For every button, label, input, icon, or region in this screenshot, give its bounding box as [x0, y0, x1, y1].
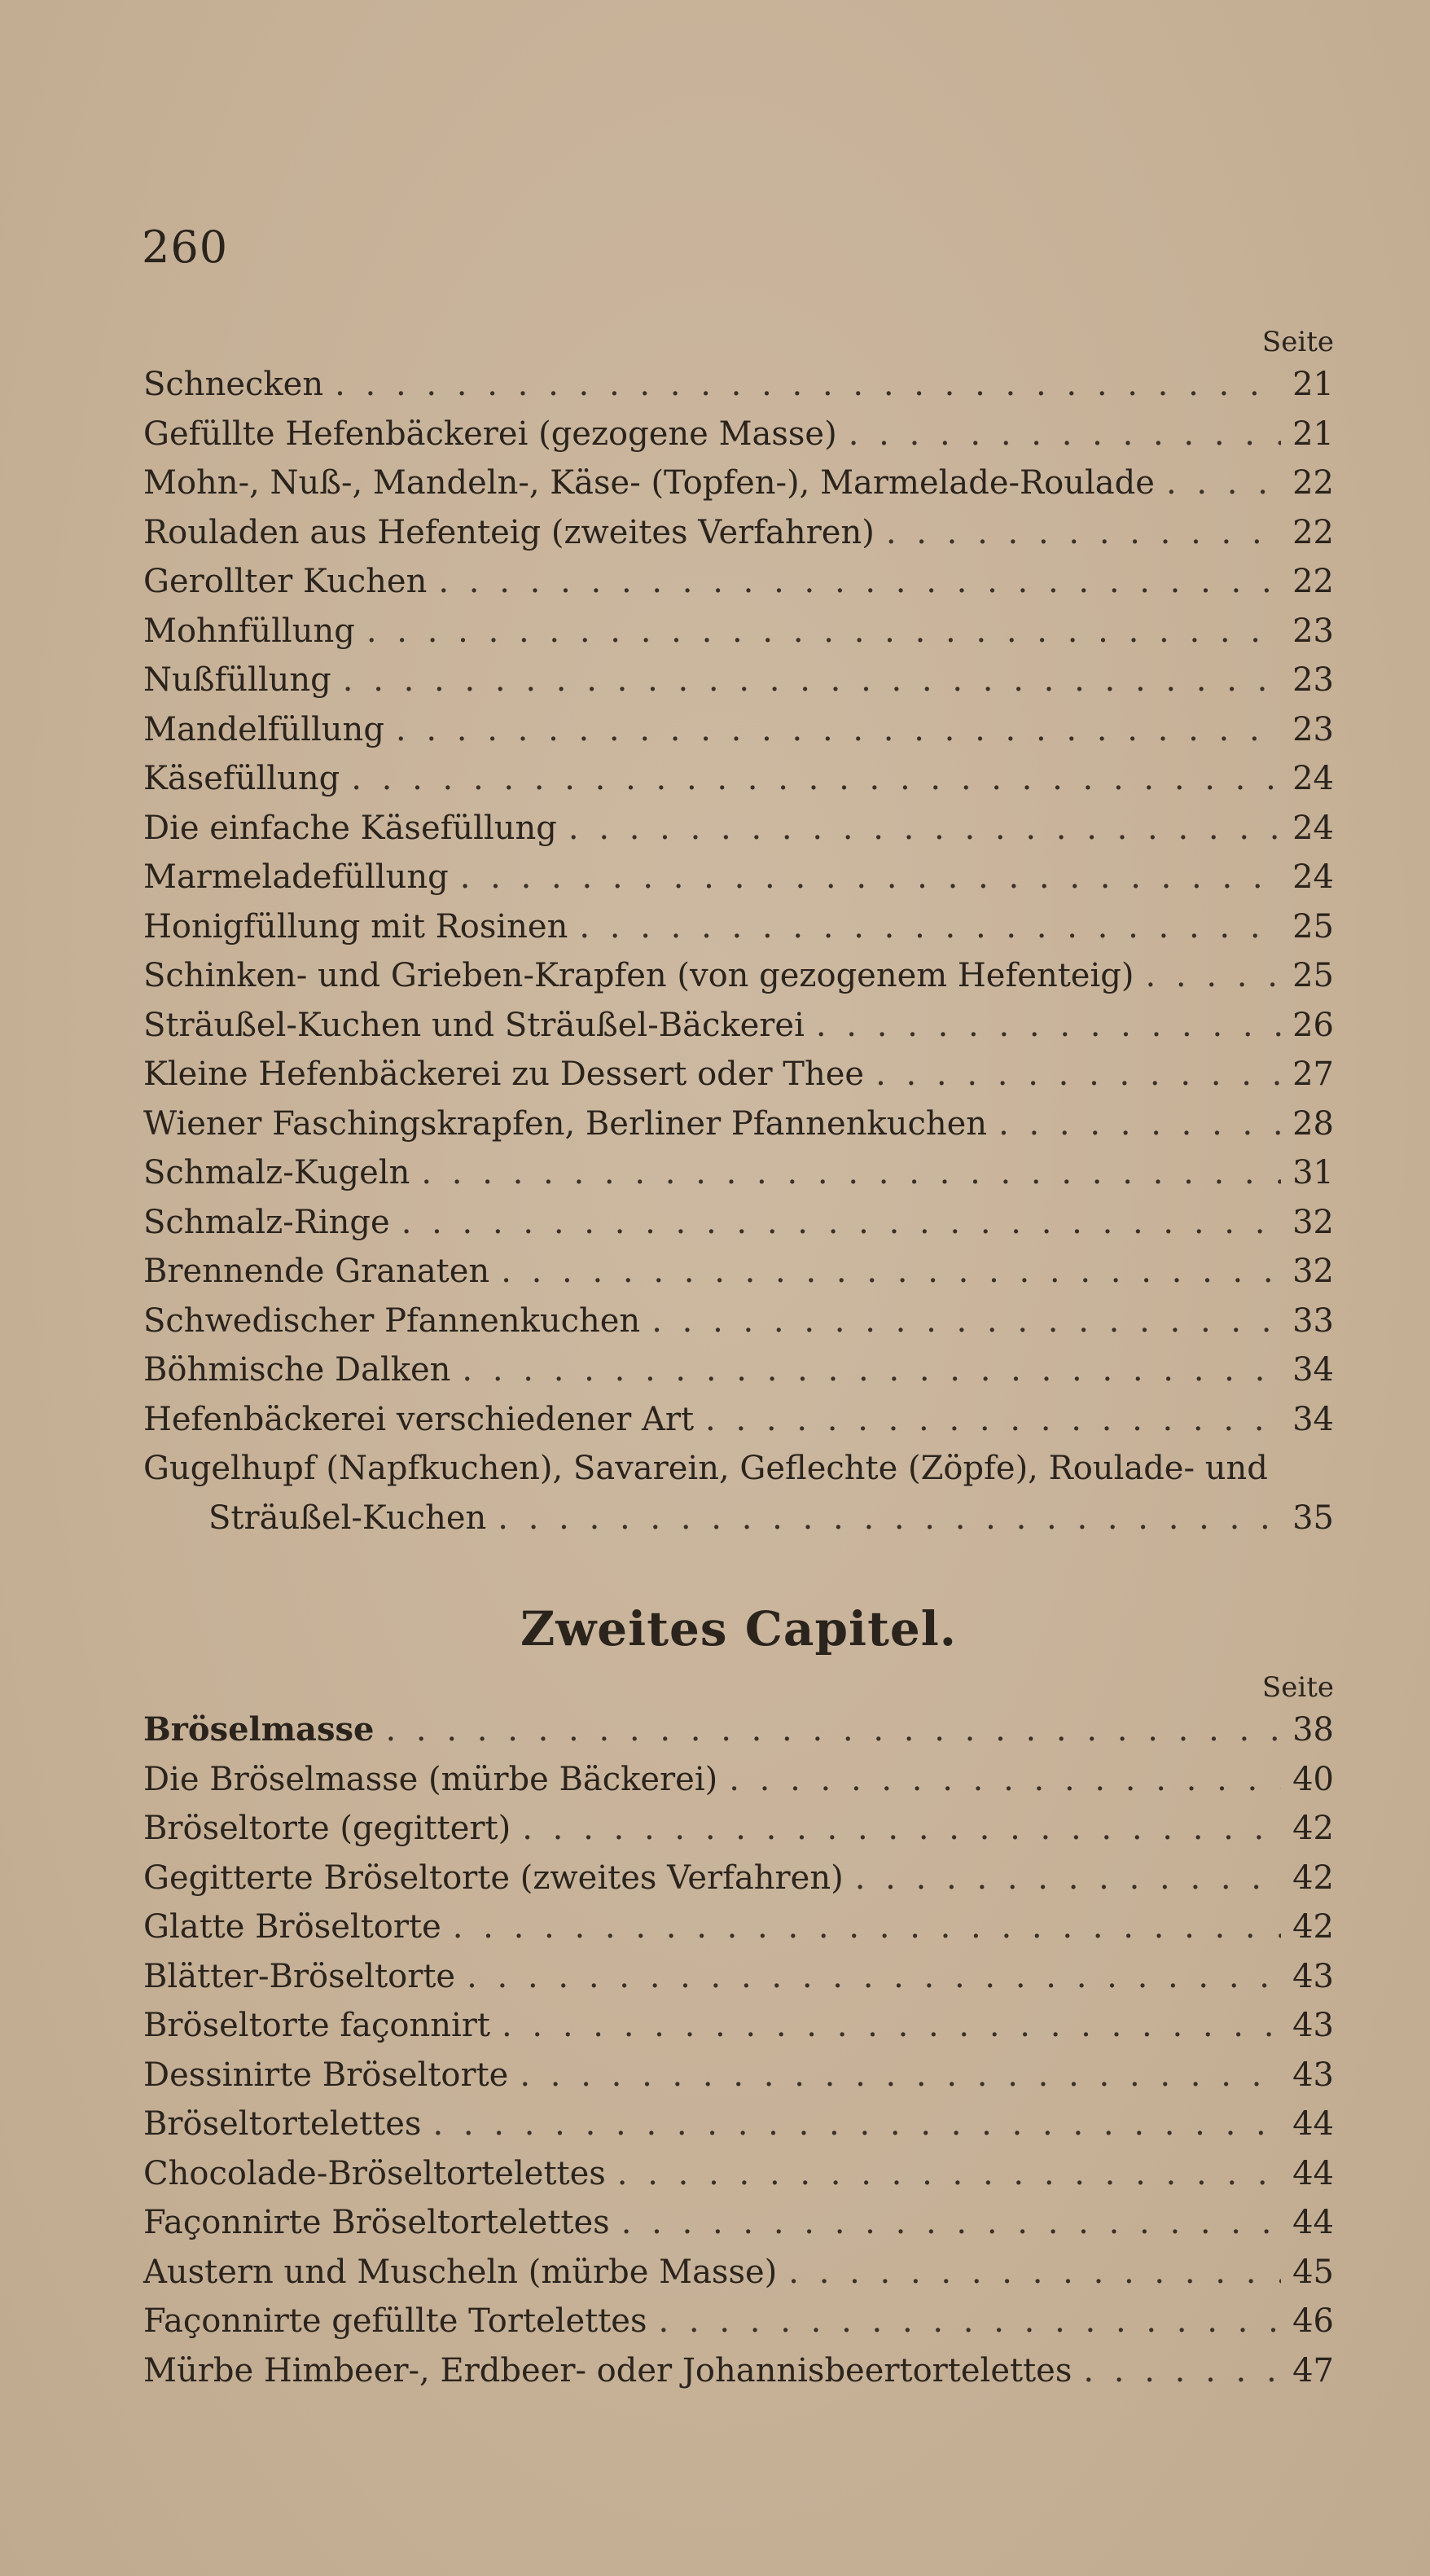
- toc-entry-page: 21: [1292, 415, 1334, 453]
- toc-entry-title: Schmalz-Ringe: [143, 1203, 390, 1241]
- toc-entry-title: Mürbe Himbeer-, Erdbeer- oder Johannisbeertortelettes: [143, 2351, 1072, 2389]
- toc-entry-multiline-continuation: [143, 1494, 1334, 1543]
- seite-column-header: Seite: [1261, 326, 1334, 358]
- toc-entry: [143, 459, 1334, 508]
- toc-entry-title: Schnecken: [143, 366, 324, 403]
- toc-entry-title: Brennende Granaten: [143, 1253, 490, 1290]
- toc-entry: [143, 1345, 1334, 1395]
- toc-entry-page: 24: [1292, 858, 1334, 896]
- leader-dots: [385, 1705, 1281, 1755]
- leader-dots: [651, 1297, 1281, 1346]
- toc-entry-page: 32: [1292, 1253, 1334, 1290]
- leader-dots: [366, 607, 1281, 656]
- toc-entry-page: 23: [1292, 612, 1334, 650]
- toc-entry-page: 24: [1292, 760, 1334, 797]
- leader-dots: [438, 557, 1281, 607]
- toc-entry-page: 23: [1292, 710, 1334, 748]
- leader-dots: [343, 656, 1281, 705]
- leader-dots: [1166, 459, 1281, 508]
- leader-dots: [816, 1001, 1281, 1051]
- leader-dots: [705, 1395, 1281, 1445]
- toc-entry-title: Chocolade-Bröseltortelettes: [143, 2154, 606, 2192]
- leader-dots: [729, 1755, 1281, 1805]
- toc-entry-page: 44: [1292, 2154, 1334, 2192]
- toc-entry: [143, 508, 1334, 558]
- toc-entry-title: Bröseltorte (gegittert): [143, 1810, 511, 1847]
- toc-entry: [143, 656, 1334, 705]
- toc-entry-title: Gugelhupf (Napfkuchen), Savarein, Geflechte (Zöpfe), Roulade- und: [143, 1450, 1268, 1487]
- toc-entry-page: 25: [1292, 957, 1334, 994]
- leader-dots: [568, 804, 1281, 854]
- toc-entry: [143, 2248, 1334, 2297]
- toc-entry-page: 42: [1292, 1858, 1334, 1897]
- toc-entry-title: Bröseltorte façonnirt: [143, 2007, 490, 2044]
- toc-entry-title: Schwedischer Pfannenkuchen: [143, 1301, 641, 1340]
- toc-entry: [143, 951, 1334, 1001]
- toc-entry: [143, 1297, 1334, 1346]
- leader-dots: [1083, 2346, 1281, 2396]
- toc-entry: [143, 804, 1334, 854]
- leader-dots: [396, 705, 1281, 755]
- toc-entry: [143, 1050, 1334, 1099]
- leader-dots: [998, 1099, 1281, 1149]
- toc-entry-title: Mohnfüllung: [143, 612, 355, 650]
- leader-dots: [467, 1952, 1281, 2002]
- leader-dots: [432, 2100, 1281, 2149]
- toc-entry: [143, 2100, 1334, 2149]
- leader-dots: [849, 410, 1281, 459]
- toc-entry: [143, 1001, 1334, 1051]
- leader-dots: [621, 2198, 1281, 2248]
- toc-entry-page: 42: [1292, 1810, 1334, 1847]
- leader-dots: [579, 902, 1281, 952]
- toc-entry: [143, 1247, 1334, 1297]
- toc-entry-title: Kleine Hefenbäckerei zu Dessert oder Thee: [143, 1055, 865, 1093]
- leader-dots: [462, 1345, 1281, 1395]
- toc-section-1: [143, 324, 1334, 1543]
- toc-entry-title: Sträußel-Kuchen: [208, 1499, 487, 1537]
- toc-entry-title: Glatte Bröseltorte: [143, 1908, 441, 1946]
- toc-entry: [143, 902, 1334, 952]
- leader-dots: [1145, 951, 1281, 1001]
- toc-list-1: [143, 360, 1334, 1444]
- toc-entry-page: 23: [1292, 661, 1334, 699]
- toc-entry-title: Bröseltortelettes: [143, 2105, 422, 2143]
- toc-entry-page: 21: [1292, 366, 1334, 403]
- toc-entry-multiline: [143, 1444, 1334, 1494]
- toc-entry-page: 43: [1292, 2056, 1334, 2094]
- toc-entry-page: 43: [1292, 1957, 1334, 1995]
- toc-entry: [143, 410, 1334, 459]
- toc-entry-page: 22: [1292, 464, 1334, 502]
- leader-dots: [502, 2001, 1281, 2051]
- toc-entry-page: 27: [1292, 1055, 1334, 1093]
- toc-entry: [143, 1902, 1334, 1952]
- toc-list-2: [143, 1755, 1334, 2396]
- toc-entry-page: 40: [1292, 1760, 1334, 1798]
- toc-section-2: [143, 1588, 1334, 2395]
- toc-entry-title: Bröselmasse: [143, 1710, 375, 1749]
- toc-entry: [143, 1705, 1334, 1755]
- toc-entry-title: Austern und Muscheln (mürbe Masse): [143, 2253, 778, 2291]
- toc-entry-page: 28: [1292, 1104, 1334, 1143]
- toc-entry-title: Blätter-Bröseltorte: [143, 1957, 456, 1995]
- page-number: 260: [142, 222, 229, 273]
- toc-entry-page: 35: [1292, 1499, 1334, 1537]
- leader-dots: [501, 1247, 1281, 1297]
- toc-entry-page: 26: [1292, 1006, 1334, 1044]
- toc-entry-page: 32: [1292, 1203, 1334, 1241]
- toc-entry: [143, 1148, 1334, 1198]
- leader-dots: [875, 1050, 1281, 1099]
- toc-entry-page: 45: [1292, 2253, 1334, 2291]
- toc-entry-title: Gerollter Kuchen: [143, 563, 428, 600]
- toc-entry: [143, 2346, 1334, 2396]
- leader-dots: [886, 508, 1281, 558]
- toc-entry-title: Wiener Faschingskrapfen, Berliner Pfannenkuchen: [143, 1104, 988, 1143]
- toc-entry-page: 22: [1292, 563, 1334, 600]
- toc-entry-title: Façonnirte Bröseltortelettes: [143, 2204, 610, 2241]
- toc-entry-title: Gegitterte Bröseltorte (zweites Verfahren): [143, 1858, 844, 1897]
- toc-entry: [143, 1755, 1334, 1805]
- toc-entry-page: 42: [1292, 1908, 1334, 1946]
- leader-dots: [855, 1854, 1281, 1903]
- leader-dots: [421, 1148, 1281, 1198]
- toc-entry-title: Die einfache Käsefüllung: [143, 809, 557, 847]
- leader-dots: [788, 2248, 1281, 2297]
- toc-entry-title: Marmeladefüllung: [143, 858, 449, 896]
- toc-entry: [143, 2001, 1334, 2051]
- toc-entry-page: 43: [1292, 2007, 1334, 2044]
- seite-column-header: Seite: [1261, 1671, 1334, 1704]
- toc-entry-title: Schmalz-Kugeln: [143, 1154, 410, 1191]
- leader-dots: [401, 1198, 1281, 1248]
- toc-entry-title: Honigfüllung mit Rosinen: [143, 907, 568, 946]
- toc-entry: [143, 2198, 1334, 2248]
- leader-dots: [498, 1494, 1281, 1543]
- toc-entry-title: Mandelfüllung: [143, 710, 384, 748]
- leader-dots: [522, 1804, 1281, 1854]
- toc-entry-title: Schinken- und Grieben-Krapfen (von gezogenem Hefenteig): [143, 957, 1134, 994]
- toc-entry-title: Mohn-, Nuß-, Mandeln-, Käse- (Topfen-), Marmelade-Roulade: [143, 464, 1155, 502]
- toc-entry: [143, 1952, 1334, 2002]
- toc-entry-title: Gefüllte Hefenbäckerei (gezogene Masse): [143, 415, 837, 453]
- toc-entry-page: 46: [1292, 2302, 1334, 2340]
- toc-entry-page: 25: [1292, 907, 1334, 946]
- toc-entry: [143, 2149, 1334, 2199]
- toc-entry: [143, 1804, 1334, 1854]
- toc-entry-page: 47: [1292, 2351, 1334, 2389]
- leader-dots: [335, 360, 1281, 410]
- toc-entry: [143, 2051, 1334, 2100]
- toc-entry-title: Böhmische Dalken: [143, 1351, 451, 1389]
- toc-entry: [143, 705, 1334, 755]
- toc-entry-page: 44: [1292, 2204, 1334, 2241]
- toc-entry-title: Nußfüllung: [143, 661, 331, 699]
- toc-entry: [143, 360, 1334, 410]
- toc-entry: [143, 754, 1334, 804]
- toc-entry-page: 34: [1292, 1400, 1334, 1438]
- toc-entry-page: 31: [1292, 1154, 1334, 1191]
- toc-entry: [143, 607, 1334, 656]
- toc-entry: [143, 1395, 1334, 1445]
- leader-dots: [453, 1902, 1281, 1952]
- toc-entry: [143, 1198, 1334, 1248]
- leader-dots: [617, 2149, 1281, 2199]
- toc-entry-page: 33: [1292, 1301, 1334, 1340]
- toc-entry-title: Sträußel-Kuchen und Sträußel-Bäckerei: [143, 1006, 805, 1044]
- toc-entry: [143, 853, 1334, 902]
- toc-entry-title: Hefenbäckerei verschiedener Art: [143, 1400, 695, 1438]
- toc-entry: [143, 557, 1334, 607]
- leader-dots: [659, 2297, 1282, 2346]
- toc-entry-title: Façonnirte gefüllte Tortelettes: [143, 2302, 647, 2340]
- toc-entry-page: 34: [1292, 1351, 1334, 1389]
- toc-entry: [143, 1099, 1334, 1149]
- toc-entry: [143, 1854, 1334, 1903]
- toc-entry-title: Käsefüllung: [143, 760, 340, 797]
- leader-dots: [460, 853, 1281, 902]
- chapter-heading: Zweites Capitel.: [520, 1601, 957, 1657]
- toc-entry-title: Die Bröselmasse (mürbe Bäckerei): [143, 1760, 718, 1798]
- toc-entry-title: Rouladen aus Hefenteig (zweites Verfahren): [143, 513, 875, 551]
- toc-entry-page: 44: [1292, 2105, 1334, 2143]
- toc-entry-title: Dessinirte Bröseltorte: [143, 2056, 509, 2094]
- toc-entry: [143, 2297, 1334, 2346]
- toc-entry-page: 24: [1292, 809, 1334, 847]
- toc-entry-page: 38: [1292, 1711, 1334, 1749]
- leader-dots: [520, 2051, 1281, 2100]
- toc-entry-page: 22: [1292, 513, 1334, 551]
- leader-dots: [351, 754, 1281, 804]
